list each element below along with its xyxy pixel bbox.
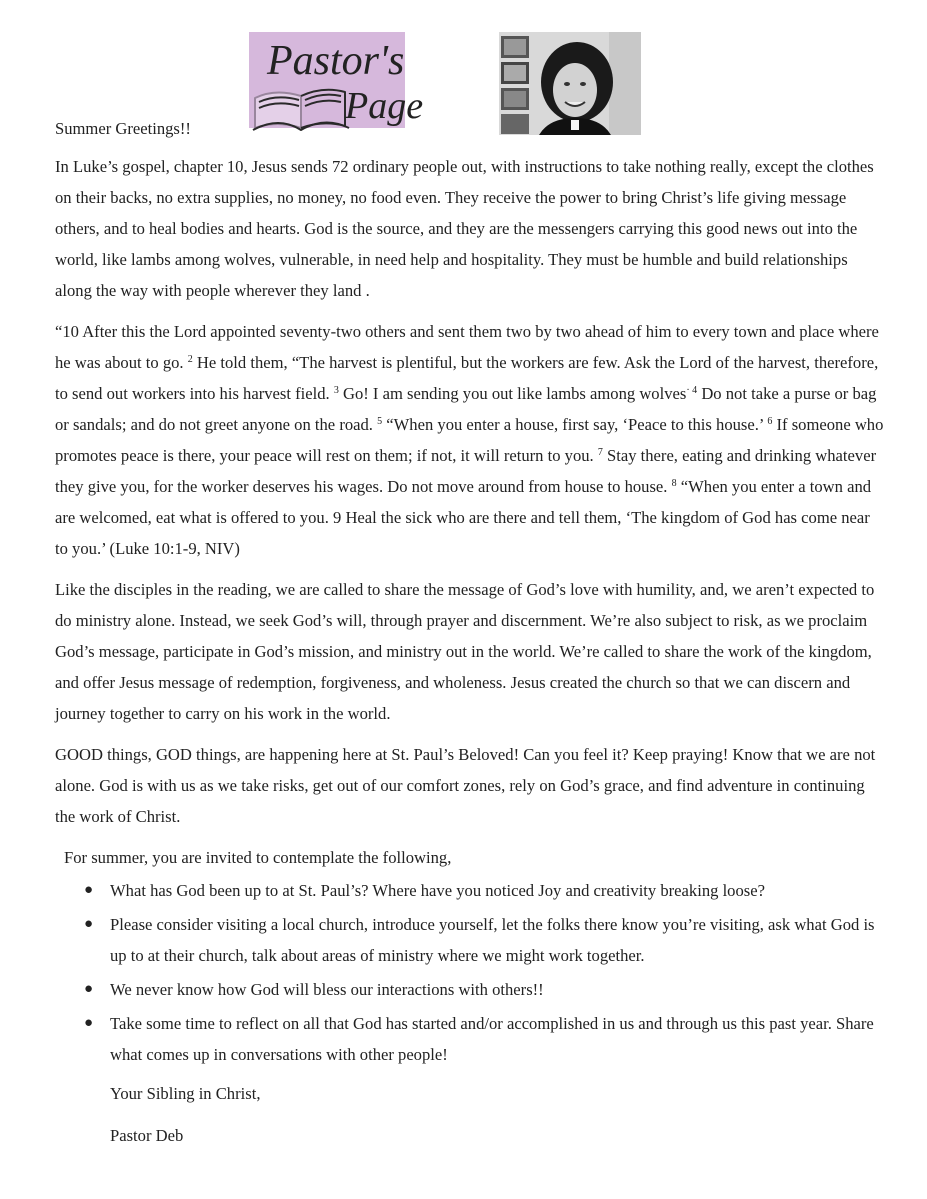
summer-intro: For summer, you are invited to contemplate the following, xyxy=(64,848,452,867)
letter-body xyxy=(55,113,885,1151)
verse-number-8: 8 xyxy=(671,478,677,489)
contemplation-list xyxy=(55,875,885,1070)
bullet-icon: ● xyxy=(84,981,94,997)
verse-6: If someone who promotes peace is there, your peace will rest on them; if not, it will return to you. xyxy=(55,415,884,465)
list-item-text: Please consider visiting a local church, introduce yourself, let the folks there know you’re visiting, ask what God is up to at their church, talk about areas of ministry where we might work together. xyxy=(110,915,875,965)
bullet-icon: ● xyxy=(84,882,94,898)
verse-number-6: 6 xyxy=(767,416,773,427)
verse-3: Go! I am sending you out like lambs among wolves xyxy=(338,384,687,403)
list-item-text: Take some time to reflect on all that God has started and/or accomplished in us and through us this past year. Share what comes up in conversations with other people! xyxy=(110,1014,874,1064)
paragraph-luke-intro: In Luke’s gospel, chapter 10, Jesus sends 72 ordinary people out, with instructions to take nothing really, except the clothes on their backs, no extra supplies, no money, no food even. They receive the power to bring Christ’s life giving message others, and to heal bodies and hearts. God is the source, and they are the messengers carrying this good news out into the world, like lambs among wolves, vulnerable, in need help and hospitality. They must be humble and build relationships along the way with people wherever they land . xyxy=(55,157,874,300)
list-item xyxy=(55,875,885,906)
logo-line2: Page xyxy=(345,85,424,127)
list-item xyxy=(55,974,885,1005)
verse-7: Stay there, eating and drinking whatever they give you, for the worker deserves his wages. Do not move around from house to house. xyxy=(55,446,877,496)
paragraph-good-things: GOOD things, GOD things, are happening here at St. Paul’s Beloved! Can you feel it? Keep praying! Know that we are not alone. God is with us as we take risks, get out of our comfort zones, rely on God’s grace, and find adventure in continuing the work of Christ. xyxy=(55,745,876,826)
verse-2: He told them, “The harvest is plentiful, but the workers are few. Ask the Lord of the harvest, therefore, to send out workers into his harvest field. xyxy=(55,353,879,403)
verse-4: Do not take a purse or bag or sandals; and do not greet anyone on the road. xyxy=(55,384,877,434)
signature: Pastor Deb xyxy=(110,1126,184,1145)
bullet-icon: ● xyxy=(84,916,94,932)
verse-8: “When you enter a town and are welcomed, eat what is offered to you. 9 Heal the sick who are there and tell them, ‘The kingdom of God has come near to you.’ (Luke 10:1-9, NIV) xyxy=(55,477,872,558)
verse-number-7: 7 xyxy=(597,447,603,458)
list-item xyxy=(55,909,885,971)
greeting: Summer Greetings!! xyxy=(55,119,191,138)
verse-number-5: 5 xyxy=(377,416,383,427)
closing: Your Sibling in Christ, xyxy=(110,1084,261,1103)
logo-line1: Pastor's xyxy=(267,38,405,84)
verse-number-3: 3 xyxy=(333,385,339,396)
paragraph-disciples: Like the disciples in the reading, we are called to share the message of God’s love with humility, and, we aren’t expected to do ministry alone. Instead, we seek God’s will, through prayer and discernment. We’re also subject to risk, as we proclaim God’s message, participate in God’s mission, and ministry out in the world. We’re called to share the work of the kingdom, and offer Jesus message of redemption, forgiveness, and wholeness. Jesus created the church so that we can discern and journey together to carry on his work in the world. xyxy=(55,580,875,723)
verse-5: “When you enter a house, first say, ‘Peace to this house.’ xyxy=(382,415,768,434)
bullet-icon: ● xyxy=(84,1015,94,1031)
list-item-text: We never know how God will bless our interactions with others!! xyxy=(110,980,544,999)
list-item xyxy=(55,1008,885,1070)
verse-number-4: · 4 xyxy=(686,385,698,396)
list-item-text: What has God been up to at St. Paul’s? Where have you noticed Joy and creativity breaking loose? xyxy=(110,881,765,900)
verse-1: “10 After this the Lord appointed seventy-two others and sent them two by two ahead of him to every town and place where he was about to go. xyxy=(55,322,879,372)
scripture-passage xyxy=(55,316,885,564)
verse-number-2: 2 xyxy=(187,354,193,365)
